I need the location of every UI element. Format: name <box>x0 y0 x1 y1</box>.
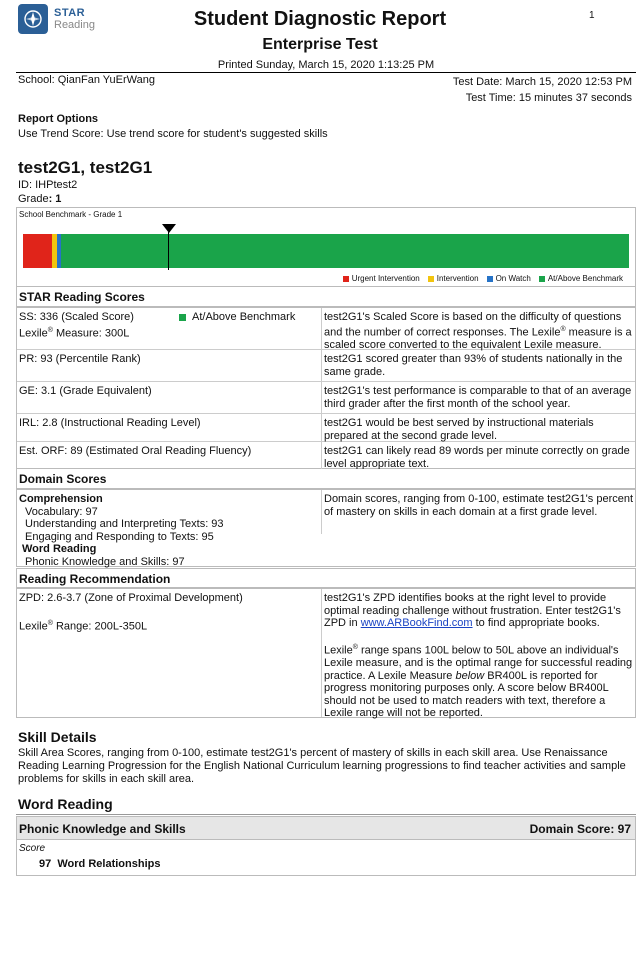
desc-text: Lexile <box>324 644 353 657</box>
column-divider <box>321 414 322 442</box>
irl-description: test2G1 would be best served by instructional materials prepared at the second grade level. <box>324 417 594 442</box>
legend-swatch <box>539 276 545 282</box>
benchmark-bar <box>23 234 629 268</box>
table-row <box>17 350 635 382</box>
test-info <box>453 74 632 106</box>
desc-text: measure is a scaled score converted to the equivalent Lexile measure. <box>324 326 632 351</box>
arbookfind-link[interactable]: www.ARBookFind.com <box>360 617 473 629</box>
status-swatch <box>179 314 186 321</box>
phonic-score: Phonic Knowledge and Skills: 97 <box>25 555 185 568</box>
star-scores-header <box>16 287 636 307</box>
legend-item <box>343 274 420 283</box>
printed-date: Printed Sunday, March 15, 2020 1:13:25 PM <box>217 59 435 71</box>
desc-text: BR400L is reported for progress monitoring purposes only. A score below BR400L should not be used to match readers with text, therefore a Lexile range will not be reported. <box>324 669 609 720</box>
legend-swatch <box>487 276 493 282</box>
lexile-measure <box>19 324 319 341</box>
skill-details-title: Skill Details <box>18 729 97 745</box>
table-row <box>17 442 635 470</box>
skill-name: Word Relationships <box>57 858 161 870</box>
header-divider <box>16 72 636 73</box>
score-column-header: Score <box>19 843 46 854</box>
registered-mark: ® <box>47 327 53 334</box>
star-scores-title: STAR Reading Scores <box>19 290 145 304</box>
legend-item <box>428 274 479 283</box>
desc-text: test2G1's Scaled Score is based on the difficulty of questions and the number of correct responses. The Lexile <box>324 311 622 339</box>
legend-label: On Watch <box>495 274 531 283</box>
column-divider <box>321 382 322 414</box>
legend-item <box>539 274 623 283</box>
percentile-rank: PR: 93 (Percentile Rank) <box>19 353 141 365</box>
page-number: 1 <box>589 10 595 21</box>
score-marker-icon <box>162 224 176 233</box>
skill-row <box>39 858 160 870</box>
report-options-title: Report Options <box>18 113 99 125</box>
engaging-score: Engaging and Responding to Texts: 95 <box>25 530 214 543</box>
comprehension-heading: Comprehension <box>19 493 103 505</box>
orf-description: test2G1 can likely read 89 words per minute correctly on grade level appropriate text. <box>324 445 630 470</box>
reading-recommendation-table <box>16 588 636 718</box>
urgent-intervention-segment <box>23 234 52 268</box>
grade-label: Grade <box>18 193 49 205</box>
legend-swatch <box>428 276 434 282</box>
table-row <box>17 308 635 350</box>
test-time: Test Time: 15 minutes 37 seconds <box>465 92 632 104</box>
oral-reading-fluency: Est. ORF: 89 (Estimated Oral Reading Fluency) <box>19 445 252 457</box>
benchmark-legend <box>335 274 623 283</box>
grade-value: : 1 <box>48 193 62 205</box>
desc-text: range spans 100L below to 50L above an individual's Lexile measure, and is the optimal range for successful reading practice. A Lexile Measure <box>324 644 633 682</box>
domain-name: Phonic Knowledge and Skills <box>19 822 186 836</box>
legend-label: At/Above Benchmark <box>547 274 623 283</box>
logo-product: Reading <box>54 19 95 31</box>
legend-label: Urgent Intervention <box>351 274 420 283</box>
lexile-word: Lexile <box>19 327 48 340</box>
grade-equivalent: GE: 3.1 (Grade Equivalent) <box>19 385 152 397</box>
vocabulary-score: Vocabulary: 97 <box>25 505 98 518</box>
domain-description: Domain scores, ranging from 0-100, estimate test2G1's percent of mastery on skills in each domain at a first grade level. <box>324 493 634 518</box>
report-options-text: Use Trend Score: Use trend score for student's suggested skills <box>18 128 328 140</box>
domain-scores-table <box>16 489 636 567</box>
word-reading-divider <box>16 814 636 815</box>
student-id: ID: IHPtest2 <box>18 179 78 191</box>
domain-score-list <box>19 493 319 568</box>
skill-score: 97 <box>39 858 52 870</box>
benchmark-chart <box>16 207 636 287</box>
legend-item <box>487 274 531 283</box>
report-title: Student Diagnostic Report <box>193 8 447 30</box>
benchmark-label: School Benchmark - Grade 1 <box>19 210 123 219</box>
lexile-description <box>324 642 634 720</box>
table-row <box>17 382 635 414</box>
scaled-score: SS: 336 (Scaled Score) <box>19 311 134 323</box>
understanding-score: Understanding and Interpreting Texts: 93 <box>25 518 224 530</box>
scaled-score-description <box>324 311 634 351</box>
skill-score-box <box>16 840 636 876</box>
benchmark-status-badge <box>179 311 295 323</box>
word-reading-title: Word Reading <box>18 796 113 812</box>
word-reading-heading: Word Reading <box>22 543 97 555</box>
star-scores-table <box>16 307 636 469</box>
report-subtitle: Enterprise Test <box>262 36 378 53</box>
school-name: School: QianFan YuErWang <box>18 74 155 86</box>
legend-label: Intervention <box>436 274 479 283</box>
desc-emphasis: below <box>455 669 485 682</box>
domain-scores-header <box>16 469 636 489</box>
zpd-description <box>324 592 634 630</box>
logo-brand: STAR <box>54 7 86 19</box>
lexile-range <box>19 617 319 634</box>
student-grade <box>18 193 61 205</box>
column-divider <box>321 350 322 382</box>
instructional-reading-level: IRL: 2.8 (Instructional Reading Level) <box>19 417 201 429</box>
student-name: test2G1, test2G1 <box>18 158 153 177</box>
column-divider <box>321 442 322 470</box>
column-divider <box>321 589 322 717</box>
table-row <box>17 414 635 442</box>
lexile-word: Lexile <box>19 620 48 633</box>
domain-score: Domain Score: 97 <box>529 822 631 836</box>
column-divider <box>321 490 322 534</box>
legend-swatch <box>343 276 349 282</box>
score-marker-line <box>168 232 169 270</box>
registered-mark: ® <box>560 325 566 333</box>
grade-equivalent-description: test2G1's test performance is comparable to that of an average third grader after the first month of the school year. <box>324 385 632 410</box>
domain-scores-title: Domain Scores <box>19 472 107 486</box>
skill-details-text: Skill Area Scores, ranging from 0-100, estimate test2G1's percent of mastery of skills in each skill area. Use Renaissance Reading Learning Progression for the English National Curriculum learning progressions to find teacher activities and sample problems for skills in each skill area. <box>18 747 626 785</box>
lexile-value: Measure: 300L <box>52 327 130 340</box>
registered-mark: ® <box>352 644 358 651</box>
column-divider <box>321 308 322 350</box>
reading-recommendation-header <box>16 568 636 588</box>
test-date: Test Date: March 15, 2020 12:53 PM <box>452 76 632 88</box>
domain-header-bar <box>16 816 636 840</box>
registered-mark: ® <box>47 620 53 627</box>
desc-text: to find appropriate books. <box>472 617 600 629</box>
desc-text: test2G1's ZPD identifies books at the right level to provide optimal reading challenge without frustration. Enter test2G1's ZPD in <box>324 592 621 629</box>
reading-recommendation-title: Reading Recommendation <box>19 572 171 586</box>
percentile-description: test2G1 scored greater than 93% of students nationally in the same grade. <box>324 353 623 378</box>
at-above-benchmark-segment <box>61 234 629 268</box>
zpd-range: ZPD: 2.6-3.7 (Zone of Proximal Development) <box>19 592 243 604</box>
status-text: At/Above Benchmark <box>192 311 296 323</box>
lexile-range-value: Range: 200L-350L <box>52 620 148 633</box>
